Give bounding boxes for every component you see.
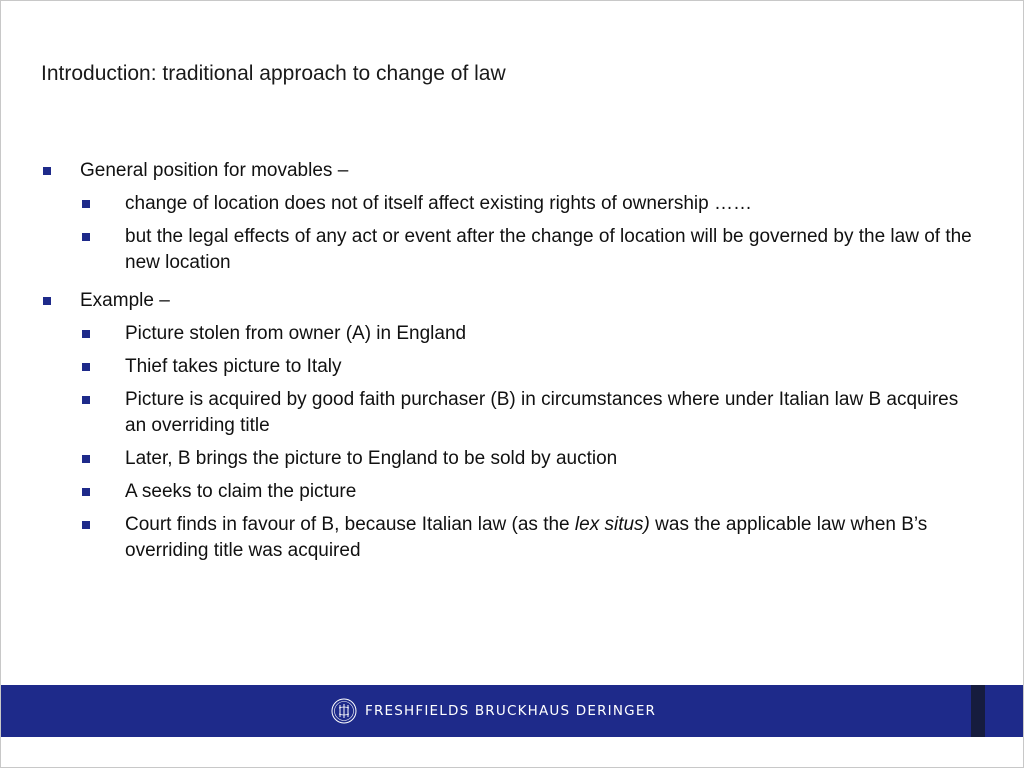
sub-bullet xyxy=(80,479,981,505)
sub-bullet xyxy=(80,321,981,347)
square-bullet-icon xyxy=(43,297,51,305)
sub-bullet xyxy=(80,387,981,439)
square-bullet-icon xyxy=(82,396,90,404)
footer-accent-block xyxy=(971,685,985,737)
square-bullet-icon xyxy=(82,330,90,338)
sub-bullet xyxy=(80,512,981,564)
text-after: was the applicable law when B’s overriding title was acquired xyxy=(125,514,928,561)
sub-bullet xyxy=(80,191,981,217)
square-bullet-icon xyxy=(82,488,90,496)
slide-title: Introduction: traditional approach to change of law xyxy=(41,62,506,85)
sub-bullet-text: A seeks to claim the picture xyxy=(125,481,357,502)
sub-bullet-text: Later, B brings the picture to England to be sold by auction xyxy=(125,448,618,469)
slide-body xyxy=(41,158,981,564)
square-bullet-icon xyxy=(82,200,90,208)
square-bullet-icon xyxy=(82,233,90,241)
footer-bar xyxy=(1,685,1023,737)
bullet-example xyxy=(41,288,981,564)
sub-bullet-text: Picture is acquired by good faith purchaser (B) in circumstances where under Italian law B acquires an overriding title xyxy=(125,389,959,436)
bullet-general-position xyxy=(41,158,981,276)
seal-icon xyxy=(331,698,357,724)
sub-list xyxy=(80,321,981,564)
sub-bullet-text: Picture stolen from owner (A) in England xyxy=(125,323,467,344)
text-before: Court finds in favour of B, because Italian law (as the xyxy=(125,514,575,535)
square-bullet-icon xyxy=(82,521,90,529)
square-bullet-icon xyxy=(82,363,90,371)
logo-text: FRESHFIELDS BRUCKHAUS DERINGER xyxy=(365,703,657,719)
company-logo xyxy=(331,697,656,725)
sub-bullet xyxy=(80,446,981,472)
sub-list xyxy=(80,191,981,276)
bullet-text: Example – xyxy=(80,290,170,311)
sub-bullet-text: but the legal effects of any act or event after the change of location will be governed by the law of the new location xyxy=(125,226,972,273)
square-bullet-icon xyxy=(82,455,90,463)
sub-bullet-text: change of location does not of itself affect existing rights of ownership …… xyxy=(125,193,752,214)
sub-bullet xyxy=(80,354,981,380)
bullet-text: General position for movables – xyxy=(80,160,349,181)
square-bullet-icon xyxy=(43,167,51,175)
sub-bullet-text: Thief takes picture to Italy xyxy=(125,356,342,377)
sub-bullet xyxy=(80,224,981,276)
sub-bullet-text xyxy=(125,514,927,561)
lex-situs-italic: lex situs) xyxy=(574,514,650,535)
